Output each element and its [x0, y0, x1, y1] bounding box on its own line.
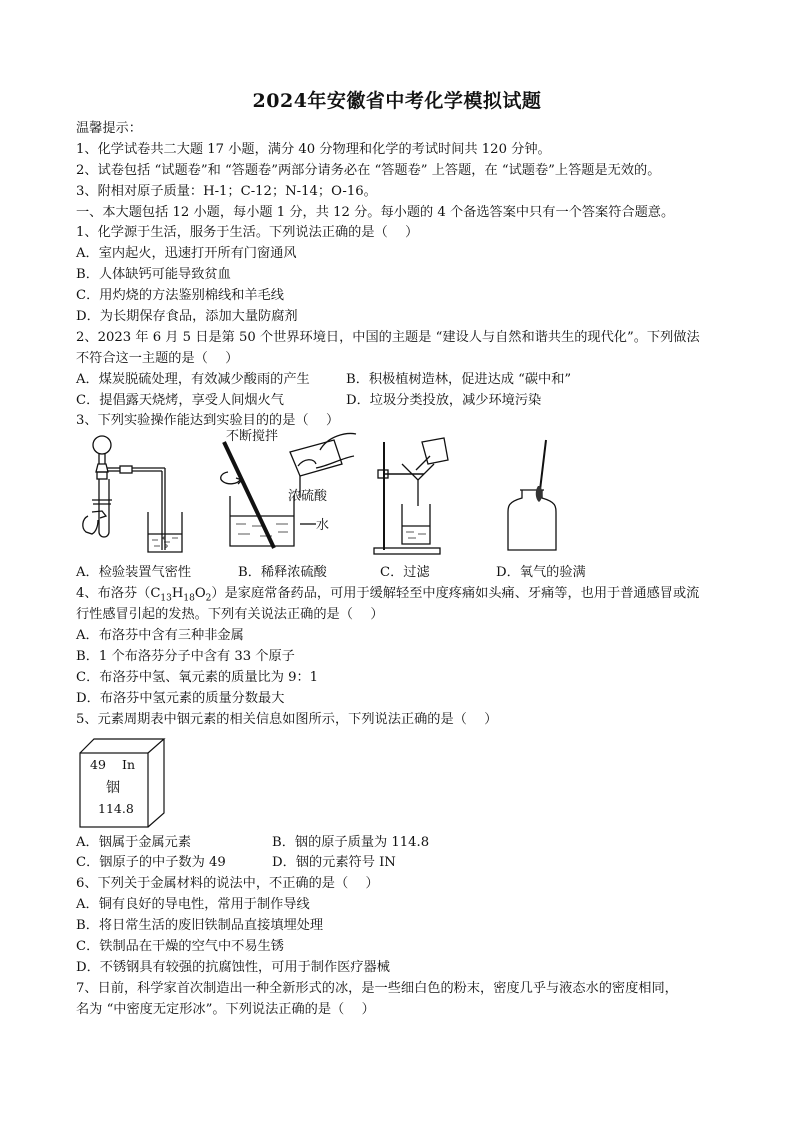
q6-stem: 6、下列关于金属材料的说法中，不正确的是（ ） [76, 876, 379, 892]
q5-option-c: C．铟原子的中子数为 49 [76, 855, 226, 871]
figure-c-filtration [372, 434, 472, 559]
q2-stem-line-2: 不符合这一主题的是（ ） [76, 350, 239, 366]
q3-option-a: A．检验装置气密性 [76, 565, 192, 581]
q1-option-c: C．用灼烧的方法鉴别棉线和羊毛线 [76, 288, 284, 304]
q3-options [76, 562, 726, 584]
q2-option-d: D．垃圾分类投放，减少环境污染 [346, 392, 542, 408]
q4-stem-suffix: ）是家庭常备药品，可用于缓解轻至中度疼痛如头痛、牙痛等，也用于普通感冒或流 [211, 586, 700, 602]
q1-option-d: D．为长期保存食品，添加大量防腐剂 [76, 309, 298, 325]
tip-1: 1、化学试卷共二大题 17 小题，满分 40 分物理和化学的考试时间共 120 分钟。 [76, 141, 551, 157]
label-water: 水 [316, 518, 330, 534]
formula-o: O [194, 586, 206, 602]
q2-stem-line-1: 2、2023 年 6 月 5 日是第 50 个世界环境日，中国的主题是 “建设人与自然和谐共生的现代化”。下列做法 [76, 329, 700, 345]
q7-stem-line-1: 7、日前，科学家首次制造出一种全新形式的冰，是一些细白色的粉末，密度几乎与液态水的密度相同， [76, 980, 678, 996]
q5-option-d: D．铟的元素符号 IN [272, 855, 396, 871]
q1-stem: 1、化学源于生活，服务于生活。下列说法正确的是（ ） [76, 225, 419, 241]
element-card-indium [76, 737, 726, 833]
tip-3: 3、附相对原子质量：H-1；C-12；N-14；O-16。 [76, 183, 377, 199]
tip-2: 2、试卷包括 “试题卷”和 “答题卷”两部分请务必在 “答题卷” 上答题，在 “试题卷”上答题是无效的。 [76, 162, 661, 178]
q1-option-b: B．人体缺钙可能导致贫血 [76, 267, 231, 283]
formula-subscript-c: 13 [160, 594, 172, 604]
element-atomic-number: 49 [90, 756, 106, 772]
figure-b-dilute-acid [216, 428, 366, 556]
q6-option-c: C．铁制品在干燥的空气中不易生锈 [76, 939, 284, 955]
q4-stem-line-2: 行性感冒引起的发热。下列有关说法正确的是（ ） [76, 607, 384, 623]
q4-stem-line-1 [76, 584, 726, 605]
q3-stem: 3、下列实验操作能达到实验目的的是（ ） [76, 413, 340, 429]
q3-option-c: C．过滤 [380, 565, 430, 581]
q2-option-c: C．提倡露天烧烤，享受人间烟火气 [76, 392, 284, 408]
q6-option-d: D．不锈钢具有较强的抗腐蚀性，可用于制作医疗器械 [76, 959, 390, 975]
label-conc-acid: 浓硫酸 [288, 489, 328, 505]
q3-option-b: B．稀释浓硫酸 [238, 565, 327, 581]
q5-options-row-2 [76, 853, 726, 874]
element-symbol: In [122, 756, 135, 772]
q4-option-b: B．1 个布洛芬分子中含有 33 个原子 [76, 649, 295, 665]
tips-heading: 温馨提示： [76, 121, 142, 136]
q5-option-b: B．铟的原子质量为 114.8 [272, 834, 430, 850]
q3-figures [76, 429, 726, 562]
q4-option-d: D．布洛芬中氢元素的质量分数最大 [76, 690, 285, 706]
q2-option-b: B．积极植树造林，促进达成 “碳中和” [346, 371, 572, 387]
figure-a-airtightness-apparatus [76, 434, 196, 559]
element-cube-outline [76, 737, 176, 833]
formula-subscript-h: 18 [183, 594, 195, 604]
q4-option-c: C．布洛芬中氢、氧元素的质量比为 9：1 [76, 669, 319, 685]
q6-option-a: A．铜有良好的导电性，常用于制作导线 [76, 897, 310, 913]
q4-stem-prefix: 4、布洛芬（C [76, 586, 161, 602]
q7-stem-line-2: 名为 “中密度无定形冰”。下列说法正确的是（ ） [76, 1001, 375, 1017]
formula-subscript-o: 2 [205, 594, 212, 604]
q6-option-b: B．将日常生活的废旧铁制品直接填埋处理 [76, 918, 324, 934]
q1-option-a: A．室内起火，迅速打开所有门窗通风 [76, 246, 297, 262]
q3-option-d: D．氧气的验满 [496, 565, 586, 581]
q2-options-row-1 [76, 370, 726, 391]
exam-content [76, 119, 726, 1021]
figure-d-oxygen-test [500, 434, 580, 559]
q2-option-a: A．煤炭脱硫处理，有效减少酸雨的产生 [76, 371, 310, 387]
section-1-heading: 一、本大题包括 12 小题，每小题 1 分，共 12 分。每小题的 4 个备选答案中只有一个答案符合题意。 [76, 204, 675, 220]
q5-options-row-1 [76, 833, 726, 854]
q2-options-row-2 [76, 391, 726, 412]
label-stirring: 不断搅拌 [226, 429, 279, 445]
page-title: 2024年安徽省中考化学模拟试题 [252, 90, 542, 112]
q5-stem: 5、元素周期表中铟元素的相关信息如图所示，下列说法正确的是（ ） [76, 711, 498, 727]
element-atomic-mass: 114.8 [98, 800, 134, 816]
formula-h: H [171, 586, 184, 602]
q5-option-a: A．铟属于金属元素 [76, 834, 192, 850]
q4-option-a: A．布洛芬中含有三种非金属 [76, 628, 244, 644]
element-name: 铟 [106, 779, 120, 796]
